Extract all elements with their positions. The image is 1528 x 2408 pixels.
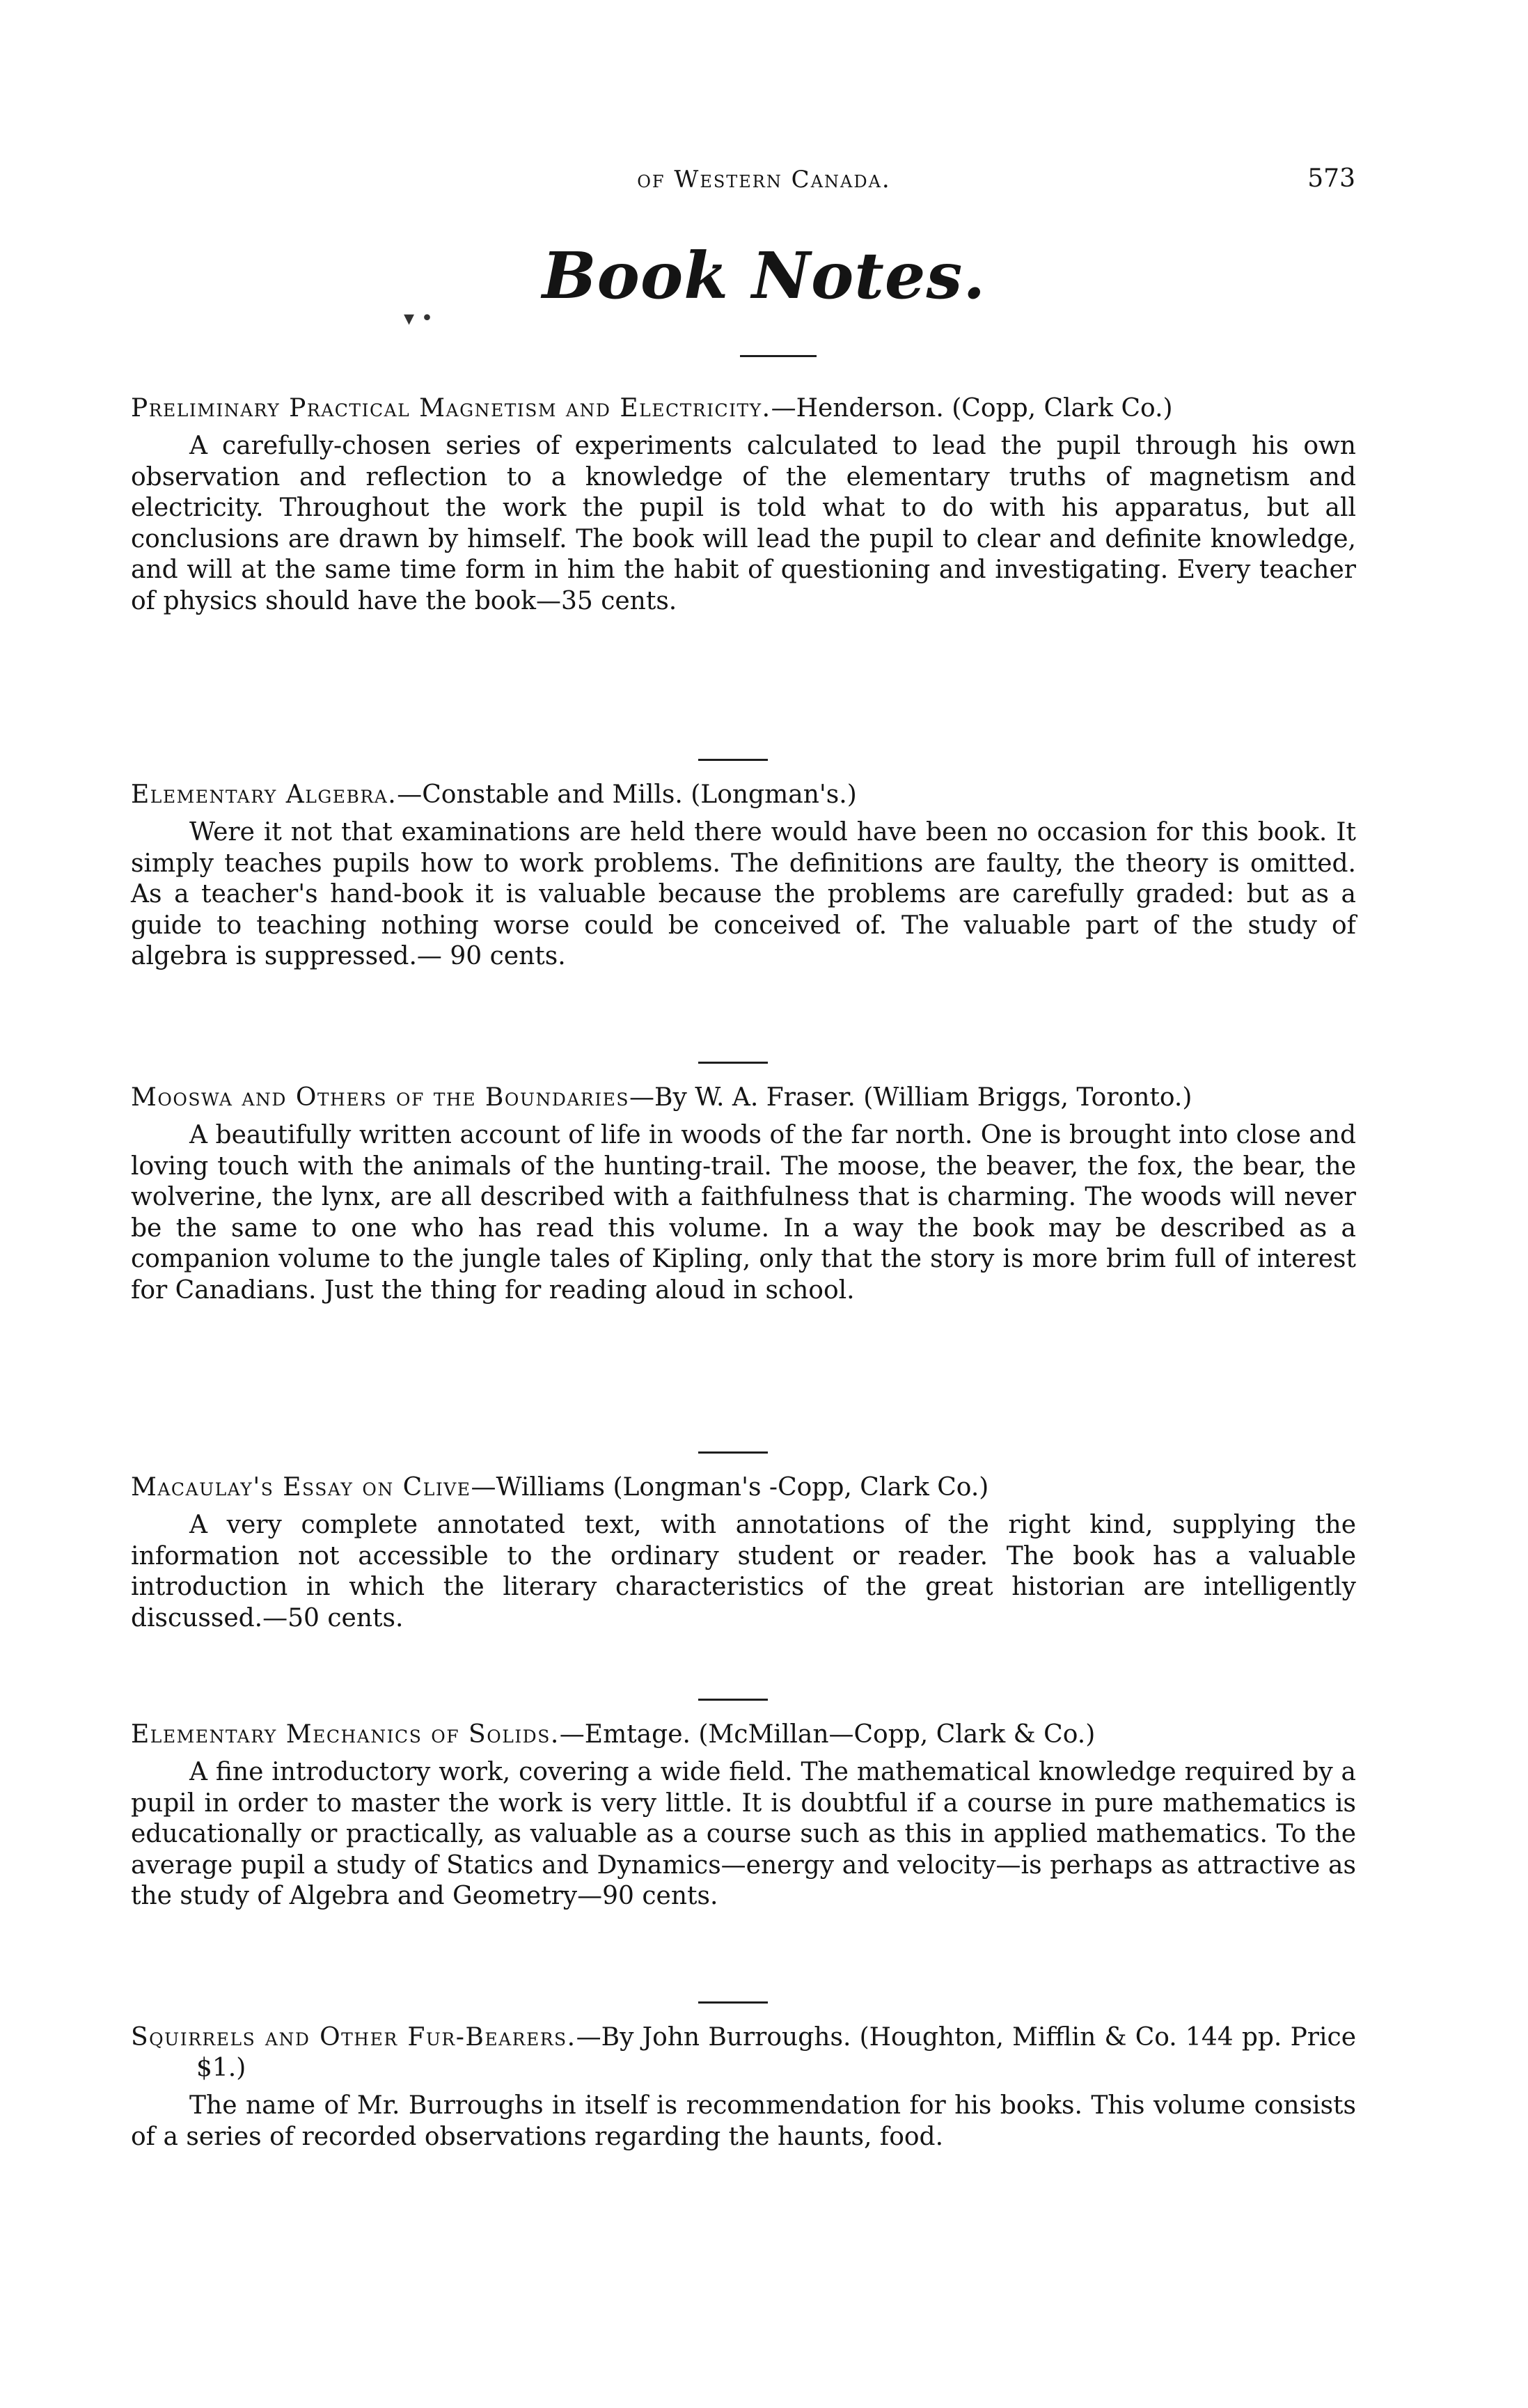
review-heading bbox=[131, 393, 1356, 424]
review-heading bbox=[131, 780, 1356, 810]
review-entry bbox=[131, 1472, 1356, 1634]
review-body: A very complete annotated text, with annotations of the right kind, supplying the information not accessible to the ordinary student or reader. The book has a valuable introduction in which the literary characteristics of the great historian are intelligently discussed.—50 cents. bbox=[131, 1511, 1356, 1632]
review-body: The name of Mr. Burroughs in itself is recommendation for his books. This volume consists of a series of recorded observations regarding the haunts, food. bbox=[131, 2091, 1356, 2151]
review-details: —Emtage. (McMillan—Copp, Clark & Co.) bbox=[559, 1720, 1096, 1749]
review-entry bbox=[131, 1720, 1356, 1912]
review-title: Elementary Mechanics of Solids. bbox=[131, 1720, 560, 1749]
review-heading bbox=[131, 1083, 1356, 1113]
review-details: —By W. A. Fraser. (William Briggs, Toronto.) bbox=[629, 1083, 1192, 1112]
review-divider bbox=[698, 1062, 768, 1064]
review-title: Mooswa and Others of the Boundaries bbox=[131, 1083, 629, 1112]
review-body: A beautifully written account of life in woods of the far north. One is brought into close and loving touch with the animals of the hunting-trail. The moose, the beaver, the fox, the bear, the wolverine, the lynx, are all described with a faithfulness that is charming. The woods will never be the same to one who has read this volume. In a way the book may be described as a companion volume to the jungle tales of Kipling, only that the story is more brim full of interest for Canadians. Just the thing for reading aloud in school. bbox=[131, 1121, 1356, 1305]
review-details: —Constable and Mills. (Longman's.) bbox=[397, 780, 857, 809]
running-head bbox=[0, 166, 1528, 194]
review-body: A carefully-chosen series of experiments calculated to lead the pupil through his own observation and reflection to a knowledge of the elementary truths of magnetism and electricity. Throughout the work the pupil is told what to do with his apparatus, but all conclusions are drawn by himself. The book will lead the pupil to clear and definite knowledge, and will at the same time form in him the habit of questioning and investigating. Every teacher of physics should have the book—35 cents. bbox=[131, 432, 1356, 615]
review-details: —Williams (Longman's -Copp, Clark Co.) bbox=[471, 1473, 989, 1502]
review-entry bbox=[131, 393, 1356, 617]
running-head-text: of Western Canada. bbox=[637, 166, 891, 194]
review-body: A fine introductory work, covering a wide field. The mathematical knowledge required by a pupil in order to master the work is very little. It is doubtful if a course in pure mathematics is educationally or practically, as valuable as a course such as this in applied mathematics. To the average pupil a study of Statics and Dynamics—energy and velocity—is perhaps as attractive as the study of Algebra and Geometry—90 cents. bbox=[131, 1758, 1356, 1910]
section-title: Book Notes. bbox=[542, 238, 986, 313]
review-title: Preliminary Practical Magnetism and Electricity. bbox=[131, 394, 771, 423]
review-body: Were it not that examinations are held there would have been no occasion for this book. It simply teaches pupils how to work problems. The definitions are faulty, the theory is omitted. As a teacher's hand-book it is valuable because the problems are carefully graded: but as a guide to teaching nothing worse could be conceived of. The valuable part of the study of algebra is suppressed.— 90 cents. bbox=[131, 818, 1356, 970]
review-heading bbox=[131, 1472, 1356, 1503]
review-divider bbox=[698, 759, 768, 761]
review-title: Elementary Algebra. bbox=[131, 780, 397, 809]
review-entry bbox=[131, 2022, 1356, 2153]
review-entry bbox=[131, 1083, 1356, 1306]
review-heading bbox=[131, 1720, 1356, 1750]
title-divider bbox=[740, 355, 817, 357]
review-title: Squirrels and Other Fur-Bearers. bbox=[131, 2023, 576, 2052]
review-entry bbox=[131, 780, 1356, 973]
review-heading bbox=[131, 2022, 1356, 2084]
page-number: 573 bbox=[1307, 164, 1355, 193]
stray-mark: ▾ • bbox=[404, 306, 434, 331]
review-details: —By John Burroughs. (Houghton, Mifflin & Co. 144 pp. Price $1.) bbox=[196, 2023, 1356, 2082]
review-details: —Henderson. (Copp, Clark Co.) bbox=[771, 394, 1173, 423]
review-title: Macaulay's Essay on Clive bbox=[131, 1473, 471, 1502]
review-divider bbox=[698, 1699, 768, 1701]
review-divider bbox=[698, 2001, 768, 2004]
review-divider bbox=[698, 1451, 768, 1454]
